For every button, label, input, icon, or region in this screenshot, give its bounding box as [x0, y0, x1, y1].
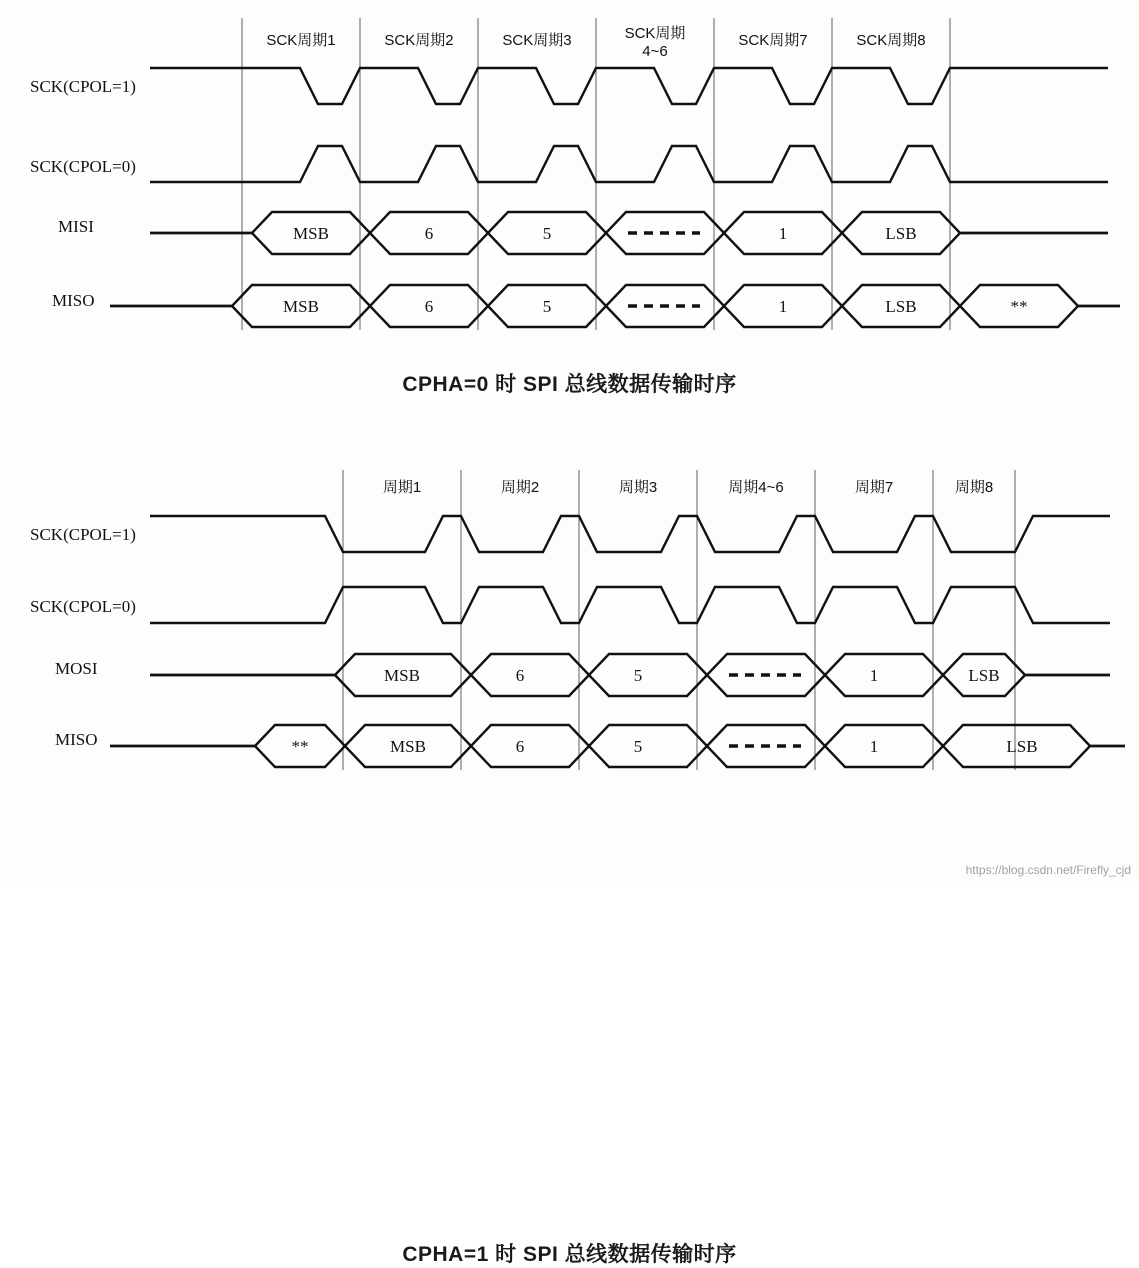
cycle-label: 周期4~6	[728, 479, 784, 496]
signal-label-misi: MISI	[58, 217, 94, 236]
waveform-misi	[150, 212, 1108, 254]
data-cell-trailing: **	[1010, 297, 1028, 316]
data-cell-leading: **	[291, 737, 309, 756]
data-cell: 6	[424, 224, 434, 243]
data-cell: 1	[778, 297, 788, 316]
data-cell: 1	[869, 737, 879, 756]
cycle-label: SCK周期7	[738, 32, 808, 49]
cycle-label: SCK周期	[624, 25, 686, 42]
timing-diagram-cpha1	[0, 430, 1139, 1266]
signal-label-mosi: MOSI	[55, 659, 98, 678]
cycle-label: SCK周期1	[266, 32, 336, 49]
data-cell: 5	[633, 737, 643, 756]
data-cell: LSB	[968, 666, 1000, 685]
data-cell: MSB	[384, 666, 420, 685]
timing-diagram-cpha1-svg	[0, 430, 1139, 808]
waveform-mosi	[150, 654, 1110, 696]
data-cell: 5	[542, 224, 552, 243]
watermark: https://blog.csdn.net/Firefly_cjd	[965, 863, 1131, 877]
data-cell: LSB	[885, 224, 917, 243]
data-cell: LSB	[1006, 737, 1038, 756]
data-cell: 1	[778, 224, 788, 243]
data-cell: 6	[515, 666, 525, 685]
timing-diagram-cpha0-svg	[0, 0, 1139, 368]
signal-label-miso: MISO	[52, 291, 95, 310]
data-cell: 6	[515, 737, 525, 756]
cycle-label: 周期3	[618, 479, 658, 496]
signal-label-sck-cpol0: SCK(CPOL=0)	[30, 157, 136, 176]
data-cell: 1	[869, 666, 879, 685]
cycle-label: 周期2	[500, 479, 540, 496]
cycle-label: 周期1	[382, 479, 422, 496]
waveform-miso	[110, 285, 1120, 327]
cycle-label-group	[383, 479, 993, 496]
cycle-label: 周期8	[954, 479, 994, 496]
waveform-sck-cpol0	[150, 146, 1108, 182]
signal-label-sck-cpol0: SCK(CPOL=0)	[30, 597, 136, 616]
data-cell: 5	[633, 666, 643, 685]
waveform-sck-cpol1	[150, 516, 1110, 552]
signal-label-sck-cpol1: SCK(CPOL=1)	[30, 525, 136, 544]
cycle-label: SCK周期3	[502, 32, 572, 49]
data-cell: LSB	[885, 297, 917, 316]
data-cell: 5	[542, 297, 552, 316]
caption-cpha1: CPHA=1 时 SPI 总线数据传输时序	[402, 1243, 737, 1266]
cycle-label: 周期7	[854, 479, 894, 496]
timing-diagram-cpha0	[0, 0, 1139, 430]
data-cell: MSB	[283, 297, 319, 316]
caption-cpha0: CPHA=0 时 SPI 总线数据传输时序	[402, 373, 737, 396]
data-cell: 6	[424, 297, 434, 316]
cycle-label: SCK周期8	[856, 32, 926, 49]
cycle-label: SCK周期2	[384, 32, 454, 49]
data-cell: MSB	[293, 224, 329, 243]
waveform-miso	[110, 725, 1125, 767]
cycle-guides	[242, 18, 950, 330]
data-cell: MSB	[390, 737, 426, 756]
waveform-sck-cpol1	[150, 68, 1108, 104]
signal-label-sck-cpol1: SCK(CPOL=1)	[30, 77, 136, 96]
cycle-label-cont: 4~6	[642, 43, 668, 60]
waveform-sck-cpol0	[150, 587, 1110, 623]
signal-label-miso: MISO	[55, 730, 98, 749]
